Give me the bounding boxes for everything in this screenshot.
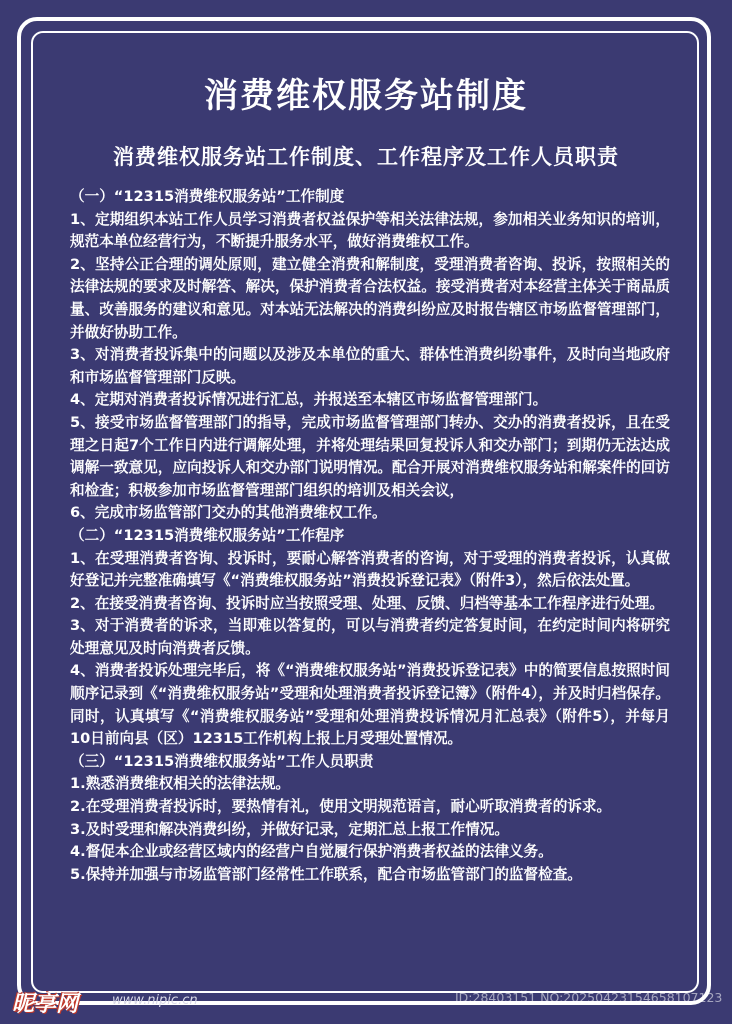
- rule-item: 4、定期对消费者投诉情况进行汇总，并报送至本辖区市场监督管理部门。: [70, 391, 548, 409]
- procedure-item: 4、消费者投诉处理完毕后，将《“消费维权服务站”消费投诉登记表》中的简要信息按照时间顺序记录到《“消费维权服务站”受理和处理消费者投诉登记簿》（附件4），并及时归档保存。同时，认真填写《“消费维权服务站”受理和处理消费投诉情况月汇总表》（附件5），并每月10日前向县（区）12315工作机构上报上月受理处置情况。: [70, 662, 670, 748]
- page-title: 消费维权服务站制度: [204, 76, 528, 116]
- procedure-item: 2、在接受消费者咨询、投诉时应当按照受理、处理、反馈、归档等基本工作程序进行处理。: [70, 594, 664, 612]
- page-subtitle: 消费维权服务站工作制度、工作程序及工作人员职责: [113, 145, 619, 169]
- procedure-item: 1、在受理消费者咨询、投诉时，要耐心解答消费者的咨询，对于受理的消费者投诉，认真做好登记并完整准确填写《“消费维权服务站”消费投诉登记表》（附件3），然后依法处置。: [70, 549, 670, 590]
- duty-item: 5.保持并加强与市场监管部门经常性工作联系，配合市场监管部门的监督检查。: [70, 865, 582, 883]
- rules-content: [70, 186, 670, 886]
- section-heading-2: （二）“12315消费维权服务站”工作程序: [70, 526, 345, 544]
- rule-item: 2、坚持公正合理的调处原则，建立健全消费和解制度，受理消费者咨询、投诉，按照相关的法律法规的要求及时解答、解决，保护消费者合法权益。接受消费者对本经营主体关于商品质量、改善服务的建议和意见。对本站无法解决的消费纠纷应及时报告辖区市场监督管理部门，并做好协助工作。: [70, 255, 670, 341]
- rule-item: 3、对消费者投诉集中的问题以及涉及本单位的重大、群体性消费纠纷事件，及时向当地政府和市场监督管理部门反映。: [70, 346, 670, 386]
- section-heading-3: （三）“12315消费维权服务站”工作人员职责: [70, 752, 374, 770]
- rule-item: 5、接受市场监督管理部门的指导，完成市场监督管理部门转办、交办的消费者投诉，且在受理之日起7个工作日内进行调解处理，并将处理结果回复投诉人和交办部门；到期仍无法达成调解一致意见，应向投诉人和交办部门说明情况。配合开展对消费维权服务站和解案件的回访和检查；积极参加市场监督管理部门组织的培训及相关会议，: [70, 413, 670, 499]
- watermark-site: www.nipic.cn: [112, 993, 198, 1008]
- section-heading-1: （一）“12315消费维权服务站”工作制度: [70, 188, 345, 205]
- rule-item: 1、定期组织本站工作人员学习消费者权益保护等相关法律法规，参加相关业务知识的培训，规范本单位经营行为，不断提升服务水平，做好消费维权工作。: [70, 210, 670, 251]
- duty-item: 4.督促本企业或经营区域内的经营户自觉履行保护消费者权益的法律义务。: [70, 843, 553, 861]
- duty-item: 3.及时受理和解决消费纠纷，并做好记录，定期汇总上报工作情况。: [70, 820, 509, 838]
- duty-item: 2.在受理消费者投诉时，要热情有礼，使用文明规范语言，耐心听取消费者的诉求。: [70, 798, 612, 816]
- watermark-logo: 昵享网: [12, 992, 79, 1017]
- duty-item: 1.熟悉消费维权相关的法律法规。: [70, 775, 291, 793]
- watermark-id: ID:28403151 NO:20250423154658107123: [455, 990, 723, 1005]
- procedure-item: 3、对于消费者的诉求，当即难以答复的，可以与消费者约定答复时间，在约定时间内将研究处理意见及时向消费者反馈。: [70, 617, 670, 657]
- rule-item: 6、完成市场监管部门交办的其他消费维权工作。: [70, 504, 387, 522]
